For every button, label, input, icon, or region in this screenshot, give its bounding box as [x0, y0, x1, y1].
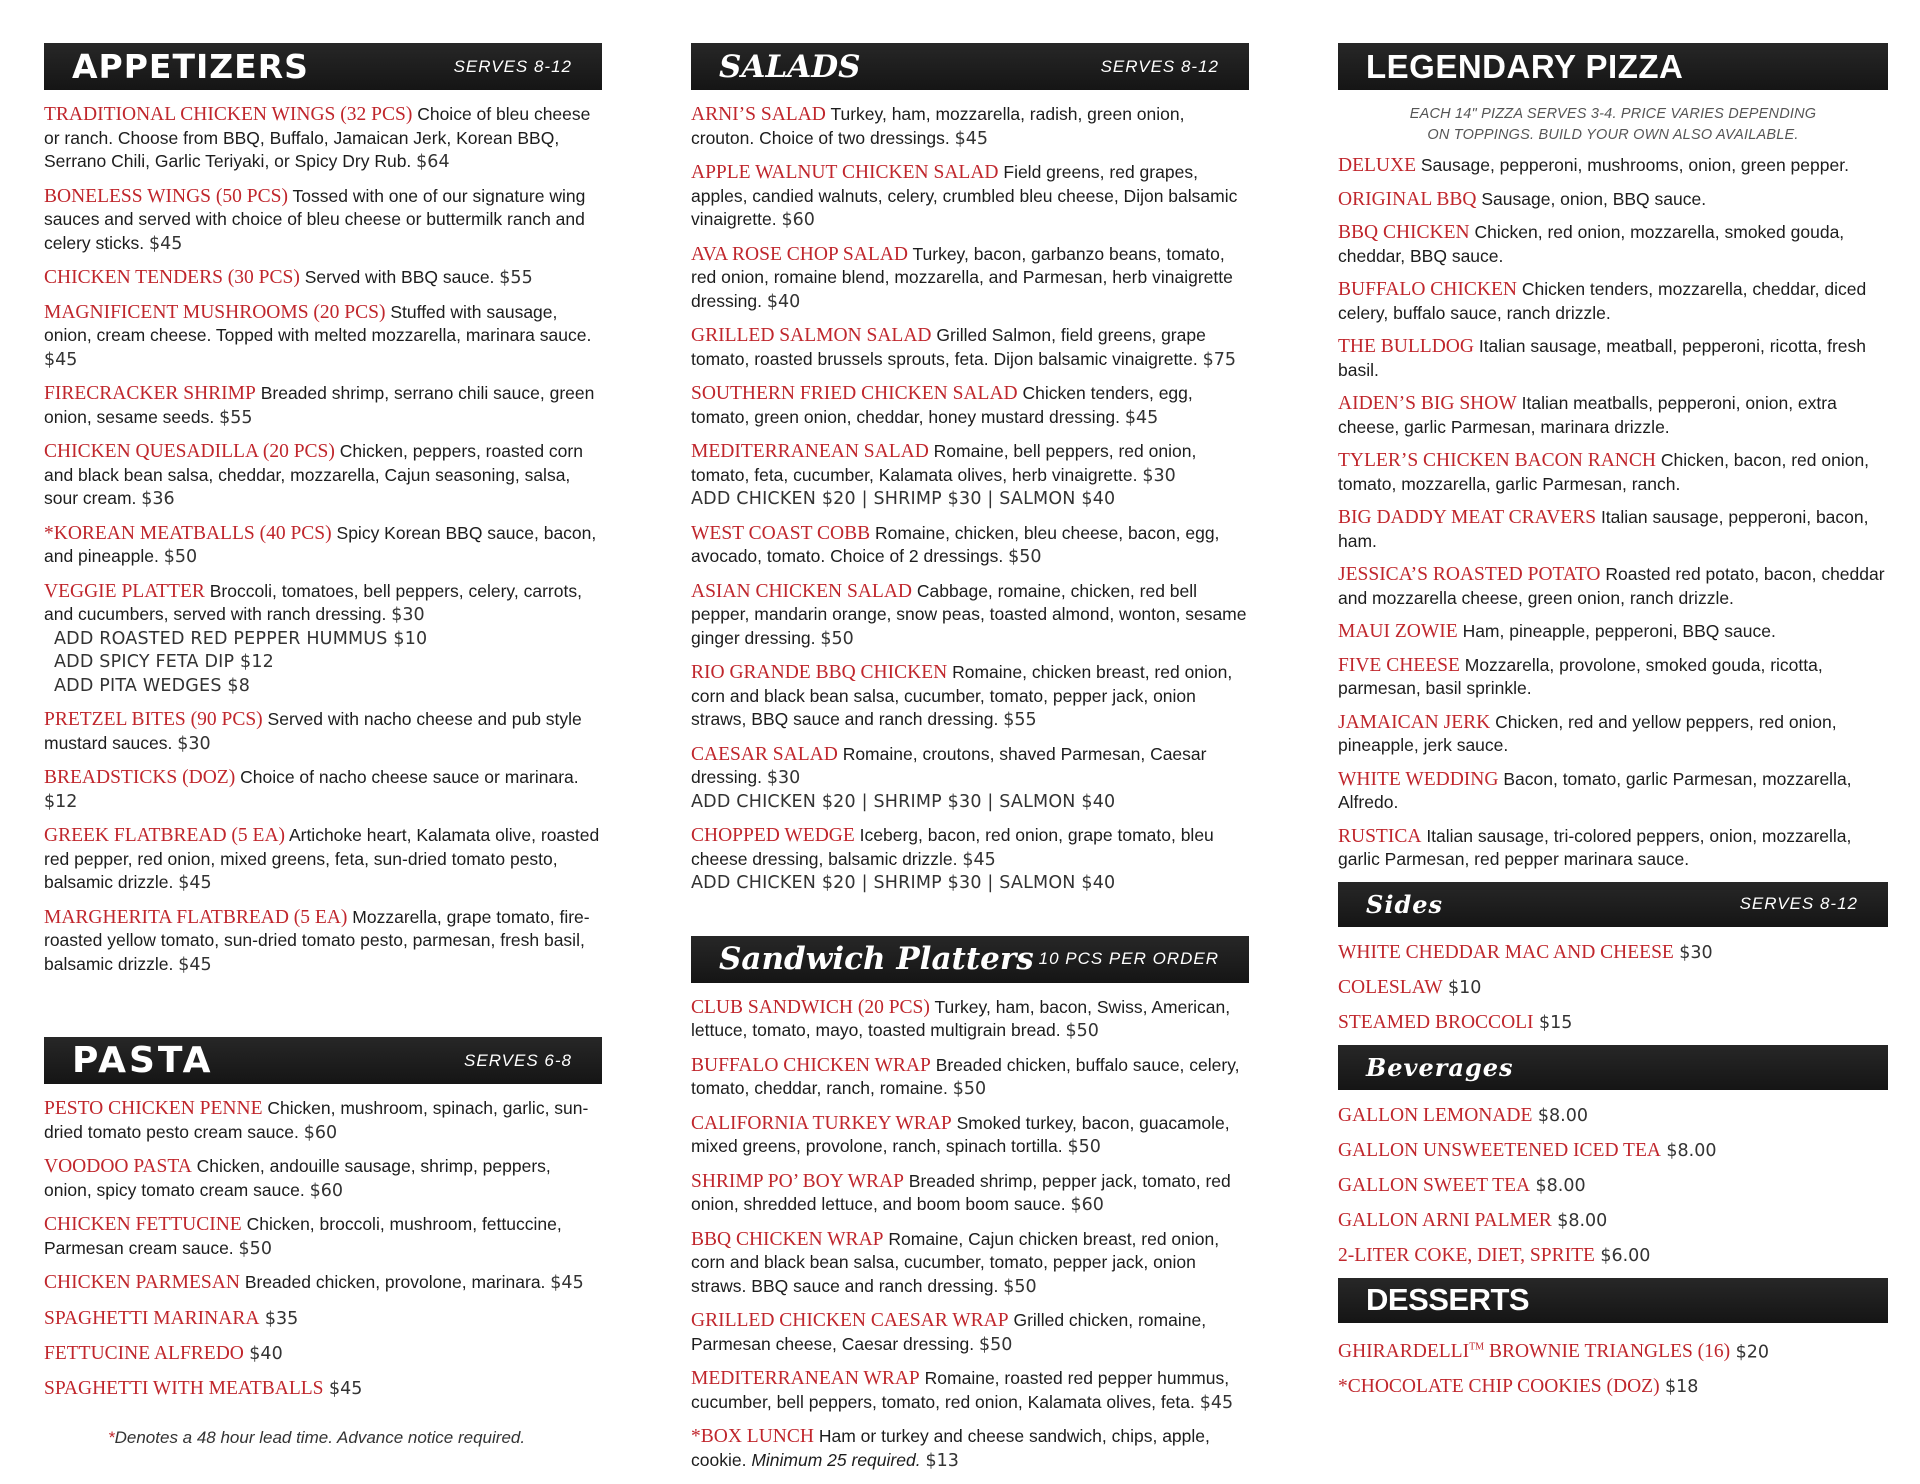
menu-item: [44, 103, 602, 175]
item-desc: Italian sausage, tri-colored peppers, onion, mozzarella, garlic Parmesan, red pepper marinara sauce.: [1338, 825, 1852, 869]
item-price: $30: [391, 605, 425, 625]
menu-item: [691, 1112, 1249, 1160]
item-desc: Turkey, bacon, garbanzo beans, tomato, red onion, romaine blend, mozzarella, and Parmesan, herb vinaigrette dressing.: [691, 243, 1233, 311]
menu-item: [1338, 1374, 1888, 1399]
menu-item: [1338, 1010, 1888, 1035]
item-price: $18: [1664, 1377, 1699, 1397]
item-name: AIDEN’S BIG SHOW: [1338, 393, 1517, 414]
beverages-list: [1338, 1090, 1888, 1268]
item-name: GALLON LEMONADE: [1338, 1104, 1533, 1126]
desserts-list: [1338, 1323, 1888, 1400]
menu-item: [691, 1054, 1249, 1102]
menu-item: [1338, 1243, 1888, 1268]
pizza-banner: [1338, 43, 1888, 90]
item-desc: Chicken tenders, mozzarella, cheddar, diced celery, buffalo sauce, ranch drizzle.: [1338, 279, 1867, 323]
salads-list: [691, 90, 1249, 896]
addon-line: ADD ROASTED RED PEPPER HUMMUS $10: [54, 628, 428, 649]
menu-item: [1338, 278, 1888, 325]
item-desc: Bacon, tomato, garlic Parmesan, mozzarella, Alfredo.: [1338, 768, 1852, 812]
item-name: [1338, 1341, 1730, 1362]
item-name: GRILLED SALMON SALAD: [691, 325, 932, 346]
item-name: APPLE WALNUT CHICKEN SALAD: [691, 162, 999, 183]
item-name: COLESLAW: [1338, 976, 1443, 998]
item-name: WEST COAST COBB: [691, 522, 871, 544]
appetizers-banner: [44, 43, 602, 90]
item-price: $60: [309, 1180, 343, 1201]
item-desc: Romaine, roasted red pepper hummus, cucumber, bell peppers, tomato, red onion, Kalamata olives, feta.: [691, 1368, 1230, 1412]
item-desc: Chicken tenders, egg, tomato, green onion, cheddar, honey mustard dressing.: [691, 383, 1193, 427]
menu-item: [1338, 654, 1888, 701]
item-price: $45: [178, 954, 212, 975]
menu-item: [1338, 768, 1888, 815]
item-price: $45: [149, 233, 183, 254]
menu-item: [44, 1271, 602, 1296]
item-name: WHITE CHEDDAR MAC AND CHEESE: [1338, 941, 1674, 963]
item-desc: Turkey, ham, mozzarella, radish, green onion, crouton. Choice of two dressings.: [691, 104, 1185, 148]
menu-item: [44, 1341, 602, 1366]
item-name: BUFFALO CHICKEN: [1338, 279, 1517, 300]
menu-item: [1338, 563, 1888, 610]
item-price: $45: [954, 128, 989, 149]
menu-item: [1338, 711, 1888, 758]
salads-serves: SERVES 8-12: [1100, 56, 1219, 76]
item-price: $20: [1735, 1342, 1769, 1362]
item-name: PRETZEL BITES (90 PCS): [44, 709, 263, 730]
item-price: $50: [820, 628, 854, 649]
menu-item: [44, 440, 602, 512]
salads-title: SALADS: [719, 48, 861, 85]
item-desc: Chicken, peppers, roasted corn and black bean salsa, cheddar, mozzarella, Cajun seasoning, salsa, sour cream.: [44, 441, 583, 508]
item-price: $30: [766, 768, 801, 788]
item-desc: Italian sausage, pepperoni, bacon, ham.: [1338, 507, 1869, 551]
item-name: RIO GRANDE BBQ CHICKEN: [691, 662, 948, 683]
sandwich-title: Sandwich Platters: [719, 941, 1034, 977]
item-desc: Chicken, mushroom, spinach, garlic, sun-dried tomato pesto cream sauce.: [44, 1098, 589, 1142]
item-name: ARNI’S SALAD: [691, 104, 826, 125]
item-name: *KOREAN MEATBALLS (40 PCS): [44, 522, 332, 544]
menu-item: [1338, 1173, 1888, 1198]
item-desc: Turkey, ham, bacon, Swiss, American, lettuce, tomato, mayo, toasted multigrain bread.: [691, 996, 1231, 1040]
menu-item-box-lunch: [691, 1425, 1249, 1473]
item-name: AVA ROSE CHOP SALAD: [691, 243, 908, 265]
menu-item: [1338, 825, 1888, 872]
menu-item: [44, 1306, 602, 1331]
addon-line: ADD CHICKEN $20 | SHRIMP $30 | SALMON $40: [691, 873, 1116, 893]
pasta-serves: SERVES 6-8: [464, 1050, 572, 1070]
item-desc: Tossed with one of our signature wing sauces and served with choice of bleu cheese or buttermilk ranch and celery sticks.: [44, 185, 586, 253]
menu-item: [44, 580, 602, 699]
menu-item: [44, 185, 602, 257]
item-desc: Ham, pineapple, pepperoni, BBQ sauce.: [1462, 621, 1776, 641]
item-name: MAUI ZOWIE: [1338, 621, 1458, 642]
salads-banner: [691, 43, 1249, 90]
footnote-star: *: [108, 1428, 115, 1447]
item-price: $45: [962, 849, 996, 870]
menu-item: [691, 522, 1249, 570]
item-price: $75: [1202, 349, 1237, 370]
menu-item: [1338, 449, 1888, 496]
item-desc: Romaine, croutons, shaved Parmesan, Caesar dressing.: [691, 743, 1207, 787]
item-desc: Smoked turkey, bacon, guacamole, mixed greens, provolone, ranch, spinach tortilla.: [691, 1112, 1230, 1156]
item-price: $40: [249, 1343, 283, 1364]
item-price: $30: [1679, 942, 1713, 963]
addon-line: ADD CHICKEN $20 | SHRIMP $30 | SALMON $40: [691, 489, 1116, 509]
item-desc: Chicken, red onion, mozzarella, smoked gouda, cheddar, BBQ sauce.: [1338, 222, 1845, 266]
item-name: BONELESS WINGS (50 PCS): [44, 185, 288, 207]
item-name: THE BULLDOG: [1338, 336, 1474, 357]
item-desc: Breaded shrimp, serrano chili sauce, green onion, sesame seeds.: [44, 383, 595, 427]
menu-item: [44, 766, 602, 814]
item-price: $45: [550, 1273, 584, 1293]
item-price: $45: [328, 1378, 363, 1399]
item-price: $55: [1003, 710, 1037, 730]
item-name: CLUB SANDWICH (20 PCS): [691, 996, 930, 1018]
menu-item: [691, 161, 1249, 233]
menu-item: [691, 324, 1249, 372]
beverages-banner: [1338, 1045, 1888, 1090]
desserts-banner: [1338, 1278, 1888, 1323]
menu-item: [44, 824, 602, 896]
menu-item: [44, 382, 602, 430]
menu-item: [1338, 1336, 1888, 1365]
menu-item: [1338, 154, 1888, 178]
menu-item: [691, 1367, 1249, 1415]
menu-item: [44, 1155, 602, 1203]
item-name: DELUXE: [1338, 155, 1416, 176]
footnote-text: Denotes a 48 hour lead time. Advance notice required.: [114, 1428, 526, 1447]
item-name: CHICKEN TENDERS (30 PCS): [44, 267, 300, 288]
item-price: $8.00: [1666, 1140, 1717, 1161]
item-desc: Mozzarella, grape tomato, fire-roasted yellow tomato, sun-dried tomato pesto, parmesan, fresh basil, balsamic drizzle.: [44, 906, 590, 974]
item-name: CHICKEN PARMESAN: [44, 1272, 240, 1293]
pizza-note-line: EACH 14" PIZZA SERVES 3-4. PRICE VARIES DEPENDING: [1409, 106, 1817, 122]
item-price: $45: [1199, 1392, 1234, 1413]
item-desc: Choice of nacho cheese sauce or marinara.: [240, 767, 579, 787]
item-name: MEDITERRANEAN SALAD: [691, 441, 929, 462]
item-name: CALIFORNIA TURKEY WRAP: [691, 1112, 952, 1134]
column-right: [1338, 43, 1888, 1409]
menu-item: [691, 661, 1249, 733]
sandwich-serves: 10 PCS PER ORDER: [1038, 949, 1219, 968]
item-price: $40: [766, 291, 801, 312]
item-price: $64: [416, 152, 450, 172]
item-price: $50: [952, 1079, 987, 1099]
item-price: $50: [238, 1238, 272, 1259]
menu-item: [1338, 506, 1888, 553]
item-name: VEGGIE PLATTER: [44, 580, 205, 602]
menu-item: [44, 1213, 602, 1261]
item-price: $55: [499, 268, 533, 288]
menu-item: [1338, 940, 1888, 965]
pasta-title: PASTA: [72, 1040, 214, 1081]
menu-item: [691, 580, 1249, 652]
item-name: SPAGHETTI WITH MEATBALLS: [44, 1377, 324, 1399]
menu-item: [44, 906, 602, 978]
item-price: $50: [163, 547, 198, 567]
item-name: GREEK FLATBREAD (5 EA): [44, 825, 286, 846]
item-name: SOUTHERN FRIED CHICKEN SALAD: [691, 383, 1018, 404]
appetizers-list: [44, 90, 602, 977]
item-desc: Chicken, broccoli, mushroom, fettuccine, Parmesan cream sauce.: [44, 1214, 562, 1258]
item-price: $45: [178, 873, 212, 893]
item-desc: Romaine, chicken, bleu cheese, bacon, egg, avocado, tomato. Choice of 2 dressings.: [691, 522, 1220, 566]
item-name: BBQ CHICKEN: [1338, 222, 1470, 243]
item-price: $45: [1124, 407, 1159, 428]
menu-item: [1338, 1138, 1888, 1163]
item-desc: Grilled chicken, romaine, Parmesan cheese, Caesar dressing.: [691, 1310, 1207, 1354]
item-desc: Breaded chicken, provolone, marinara.: [244, 1272, 546, 1292]
item-name: BUFFALO CHICKEN WRAP: [691, 1054, 931, 1076]
item-name: JAMAICAN JERK: [1338, 711, 1491, 733]
menu-item: [691, 824, 1249, 896]
item-price: $6.00: [1600, 1245, 1651, 1266]
item-name: MEDITERRANEAN WRAP: [691, 1368, 920, 1389]
menu-item: [1338, 335, 1888, 382]
item-desc: Ham or turkey and cheese sandwich, chips, apple, cookie.: [691, 1426, 1210, 1470]
menu-item: [1338, 188, 1888, 212]
item-name: BBQ CHICKEN WRAP: [691, 1228, 884, 1250]
item-desc: Roasted red potato, bacon, cheddar and mozzarella cheese, green onion, ranch drizzle.: [1338, 564, 1885, 608]
item-note: Minimum 25 required.: [751, 1449, 921, 1470]
menu-item: [691, 243, 1249, 315]
item-desc: Chicken, andouille sausage, shrimp, peppers, onion, spicy tomato cream sauce.: [44, 1156, 551, 1200]
item-price: $60: [781, 210, 815, 230]
item-desc: Cabbage, romaine, chicken, red bell pepper, mandarin orange, snow peas, toasted almond, wonton, sesame ginger dressing.: [691, 580, 1247, 648]
menu-item: [1338, 1103, 1888, 1128]
item-price: $60: [303, 1122, 338, 1143]
item-price: $30: [177, 733, 211, 754]
addon-line: ADD SPICY FETA DIP $12: [54, 652, 275, 672]
item-name: GRILLED CHICKEN CAESAR WRAP: [691, 1310, 1009, 1331]
item-price: $35: [264, 1308, 299, 1329]
item-price: $50: [1067, 1137, 1101, 1157]
item-desc: Chicken, bacon, red onion, tomato, mozzarella, garlic Parmesan, ranch.: [1338, 450, 1870, 494]
item-desc: Mozzarella, provolone, smoked gouda, ricotta, parmesan, basil sprinkle.: [1338, 654, 1823, 698]
item-desc: Italian meatballs, pepperoni, onion, extra cheese, garlic Parmesan, marinara drizzle.: [1338, 393, 1837, 437]
item-name: ASIAN CHICKEN SALAD: [691, 580, 913, 602]
item-price: $15: [1538, 1012, 1573, 1033]
item-desc: Artichoke heart, Kalamata olive, roasted red pepper, red onion, mixed greens, feta, sun-dried tomato pesto, balsamic drizzle.: [44, 825, 600, 892]
item-name: RUSTICA: [1338, 825, 1422, 847]
addon-line: ADD PITA WEDGES $8: [54, 675, 251, 696]
item-desc: Choice of bleu cheese or ranch. Choose from BBQ, Buffalo, Jamaican Jerk, Korean BBQ, Serrano Chili, Garlic Teriyaki, or Spicy Dry Rub.: [44, 104, 591, 171]
column-middle: [691, 43, 1249, 1483]
pasta-banner: [44, 1037, 602, 1084]
menu-item: [691, 440, 1249, 512]
pizza-note: [1338, 104, 1888, 146]
item-desc: Romaine, bell peppers, red onion, tomato, feta, cucumber, Kalamata olives, herb vinaigrette.: [691, 441, 1197, 485]
column-left: [44, 43, 602, 1411]
item-name: SPAGHETTI MARINARA: [44, 1307, 260, 1329]
item-desc: Stuffed with sausage, onion, cream cheese. Topped with melted mozzarella, marinara sauce.: [44, 301, 592, 345]
item-name: BIG DADDY MEAT CRAVERS: [1338, 507, 1597, 528]
item-name: MARGHERITA FLATBREAD (5 EA): [44, 906, 348, 928]
item-name: PESTO CHICKEN PENNE: [44, 1098, 263, 1119]
menu-item: [1338, 620, 1888, 644]
item-name: CAESAR SALAD: [691, 743, 838, 765]
item-price: $13: [925, 1450, 959, 1471]
item-name: CHICKEN FETTUCINE: [44, 1214, 242, 1235]
item-price: $50: [978, 1334, 1013, 1355]
item-price: $8.00: [1537, 1105, 1588, 1126]
item-name: ORIGINAL BBQ: [1338, 188, 1477, 210]
menu-item: [44, 708, 602, 756]
menu-item: [1338, 1208, 1888, 1233]
item-name: SHRIMP PO’ BOY WRAP: [691, 1170, 904, 1192]
item-name: FETTUCINE ALFREDO: [44, 1342, 244, 1364]
item-name: *CHOCOLATE CHIP COOKIES (DOZ): [1338, 1376, 1660, 1397]
menu-item: [691, 996, 1249, 1044]
item-desc: Iceberg, bacon, red onion, grape tomato, bleu cheese dressing, balsamic drizzle.: [691, 825, 1214, 869]
item-price: $12: [44, 791, 78, 812]
item-desc: Italian sausage, meatball, pepperoni, ricotta, fresh basil.: [1338, 336, 1866, 380]
item-name: CHOPPED WEDGE: [691, 825, 855, 846]
item-desc: Breaded chicken, buffalo sauce, celery, tomato, cheddar, ranch, romaine.: [691, 1054, 1240, 1098]
item-desc: Served with nacho cheese and pub style mustard sauces.: [44, 709, 582, 753]
menu-item: [691, 1309, 1249, 1357]
sides-list: [1338, 927, 1888, 1035]
item-name: CHICKEN QUESADILLA (20 PCS): [44, 441, 335, 462]
appetizers-title: APPETIZERS: [72, 47, 309, 86]
item-name: GALLON SWEET TEA: [1338, 1174, 1531, 1196]
pasta-list: [44, 1084, 602, 1401]
menu-item: [691, 743, 1249, 815]
menu-item: [44, 1376, 602, 1401]
item-desc: Served with BBQ sauce.: [304, 267, 495, 287]
lead-time-footnote: [108, 1428, 525, 1448]
item-price: $45: [44, 349, 78, 370]
item-name: WHITE WEDDING: [1338, 768, 1499, 790]
item-name: *BOX LUNCH: [691, 1426, 814, 1447]
desserts-title: DESSERTS: [1366, 1282, 1530, 1317]
item-desc: Spicy Korean BBQ sauce, bacon, and pineapple.: [44, 522, 597, 566]
beverages-title: Beverages: [1366, 1052, 1514, 1082]
item-desc: Sausage, onion, BBQ sauce.: [1481, 188, 1707, 209]
menu-item: [44, 522, 602, 570]
item-price: $30: [1142, 465, 1176, 486]
menu-item: [44, 301, 602, 373]
item-name: TYLER’S CHICKEN BACON RANCH: [1338, 450, 1656, 471]
item-price: $60: [1070, 1195, 1104, 1215]
menu-item: [44, 1097, 602, 1145]
item-desc: Grilled Salmon, field greens, grape tomato, roasted brussels sprouts, feta. Dijon balsamic vinaigrette.: [691, 325, 1206, 369]
pizza-title: LEGENDARY PIZZA: [1366, 47, 1684, 85]
item-desc: Sausage, pepperoni, mushrooms, onion, green pepper.: [1420, 155, 1849, 175]
menu-item: [691, 1228, 1249, 1300]
item-desc: Romaine, Cajun chicken breast, red onion, corn and black bean salsa, cucumber, tomato, pepper jack, onion straws. BBQ sauce and ranch dressing.: [691, 1228, 1220, 1296]
menu-item: [691, 103, 1249, 151]
sandwich-list: [691, 983, 1249, 1474]
item-name: GALLON ARNI PALMER: [1338, 1209, 1552, 1231]
item-desc: Breaded shrimp, pepper jack, tomato, red onion, shredded lettuce, and boom boom sauce.: [691, 1170, 1231, 1214]
item-desc: Field greens, red grapes, apples, candied walnuts, celery, crumbled bleu cheese, Dijon balsamic vinaigrette.: [691, 162, 1238, 229]
item-price: $50: [1065, 1021, 1099, 1041]
item-desc: Romaine, chicken breast, red onion, corn and black bean salsa, cucumber, tomato, pepper jack, onion straws, BBQ sauce and ranch dressing.: [691, 662, 1233, 729]
pizza-note-line: ON TOPPINGS. BUILD YOUR OWN ALSO AVAILABLE.: [1427, 127, 1799, 143]
item-price: $50: [1003, 1276, 1037, 1297]
item-name: MAGNIFICENT MUSHROOMS (20 PCS): [44, 301, 386, 323]
menu-item: [44, 266, 602, 291]
item-name: STEAMED BROCCOLI: [1338, 1011, 1534, 1033]
item-desc: Broccoli, tomatoes, bell peppers, celery, carrots, and cucumbers, served with ranch dressing.: [44, 580, 582, 624]
item-name: TRADITIONAL CHICKEN WINGS (32 PCS): [44, 104, 413, 125]
item-price: $8.00: [1557, 1210, 1608, 1231]
item-name: 2-LITER COKE, DIET, SPRITE: [1338, 1244, 1595, 1266]
item-price: $8.00: [1535, 1175, 1586, 1196]
appetizers-serves: SERVES 8-12: [453, 56, 572, 76]
item-name: BREADSTICKS (DOZ): [44, 767, 236, 788]
item-name: FIVE CHEESE: [1338, 654, 1460, 676]
sides-title: Sides: [1366, 889, 1444, 919]
menu-item: [691, 1170, 1249, 1218]
pizza-list: [1338, 154, 1888, 872]
item-name-rest: BROWNIE TRIANGLES (16): [1484, 1341, 1731, 1362]
item-price: $36: [141, 489, 175, 509]
sides-banner: [1338, 882, 1888, 927]
menu-item: [1338, 392, 1888, 439]
menu-item: [691, 382, 1249, 430]
item-name-brand: GHIRARDELLI: [1338, 1341, 1470, 1362]
item-price: $10: [1448, 977, 1482, 998]
menu-item: [1338, 221, 1888, 268]
item-price: $50: [1008, 547, 1042, 567]
item-desc: Chicken, red and yellow peppers, red onion, pineapple, jerk sauce.: [1338, 711, 1837, 755]
item-price: $55: [219, 407, 253, 428]
addon-line: ADD CHICKEN $20 | SHRIMP $30 | SALMON $40: [691, 791, 1116, 812]
menu-item: [1338, 975, 1888, 1000]
item-name: GALLON UNSWEETENED ICED TEA: [1338, 1139, 1661, 1161]
sandwich-banner: [691, 936, 1249, 983]
sides-serves: SERVES 8-12: [1739, 894, 1858, 913]
item-name: FIRECRACKER SHRIMP: [44, 383, 256, 404]
item-name: VOODOO PASTA: [44, 1156, 192, 1177]
item-name: JESSICA’S ROASTED POTATO: [1338, 564, 1601, 585]
trademark-mark: TM: [1469, 1341, 1485, 1353]
